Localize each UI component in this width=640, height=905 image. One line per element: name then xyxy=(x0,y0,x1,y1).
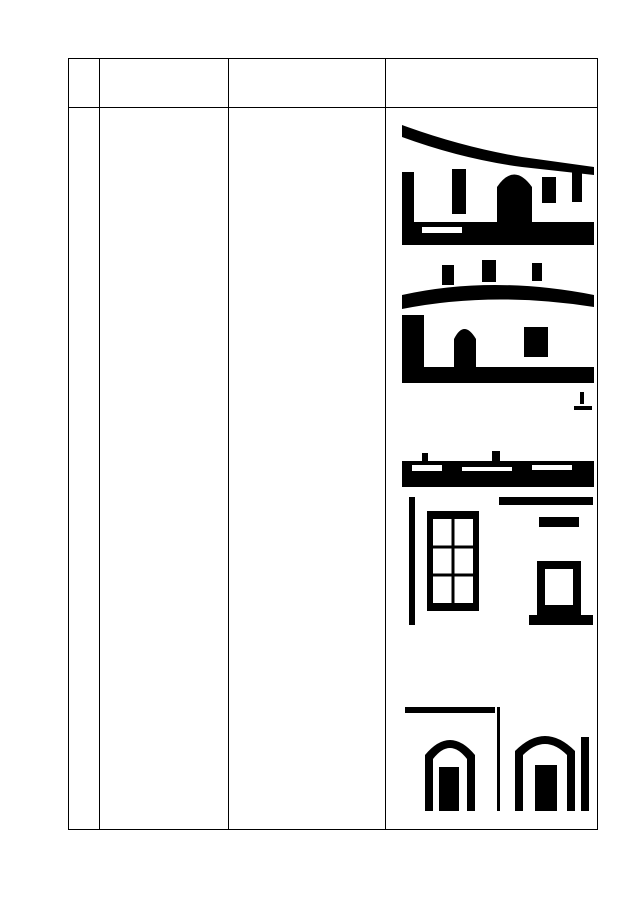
photo-fragment xyxy=(572,392,594,412)
window-photos xyxy=(409,497,593,625)
facade-photo-2 xyxy=(402,255,594,383)
column-divider xyxy=(99,59,100,829)
street-photo xyxy=(402,443,594,487)
facade-table xyxy=(68,58,598,830)
column-divider xyxy=(385,59,386,829)
row-divider xyxy=(69,107,597,108)
gateway-photos xyxy=(405,707,593,811)
facade-photo-1 xyxy=(402,117,594,245)
column-divider xyxy=(228,59,229,829)
